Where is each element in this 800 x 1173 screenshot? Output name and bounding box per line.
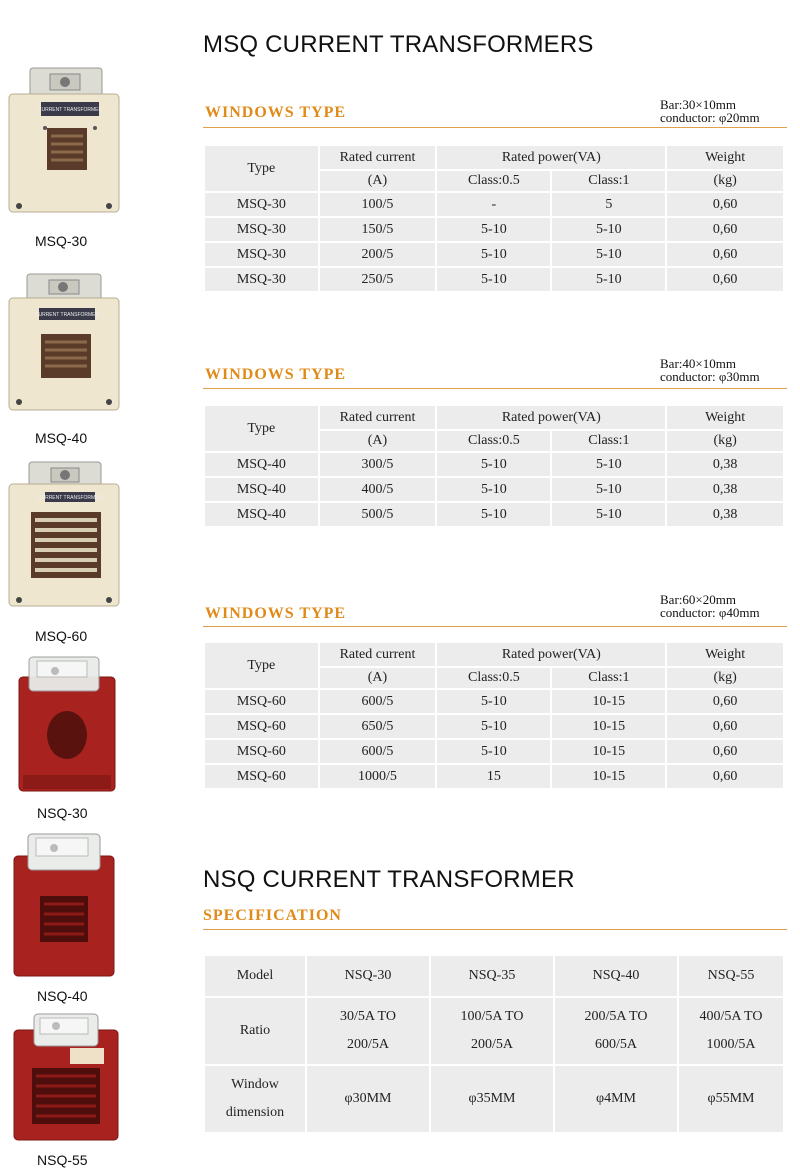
header-weight-unit: (kg) (666, 430, 784, 452)
model-cell: NSQ-40 (554, 955, 678, 997)
ratio-line-2: 600/5A (595, 1037, 637, 1052)
cell-weight: 0,60 (666, 714, 784, 739)
header-rated-current: Rated current (319, 145, 437, 170)
nsq-55-image (10, 1012, 122, 1144)
cell-class-0-5: 5-10 (436, 502, 551, 527)
ratio-line-1: 400/5A TO (699, 1009, 763, 1024)
cell-current: 600/5 (319, 739, 437, 764)
msq-30-label: MSQ-30 (35, 233, 88, 249)
page-title: MSQ CURRENT TRANSFORMERS (203, 31, 594, 58)
msq-60-face-text: CURRENT TRANSFORMER (37, 495, 103, 501)
cell-class-1: 5-10 (551, 242, 666, 267)
cell-current: 500/5 (319, 502, 437, 527)
cell-class-1: 10-15 (551, 714, 666, 739)
cell-type: MSQ-60 (204, 689, 319, 714)
table-row (204, 242, 784, 267)
cell-class-0-5: 5-10 (436, 714, 551, 739)
header-class-1: Class:1 (551, 430, 666, 452)
msq-40-face-text: CURRENT TRANSFORMER (34, 312, 100, 318)
section-1-rule (203, 127, 787, 128)
ratio-line-1: 200/5A TO (584, 1009, 648, 1024)
cell-type: MSQ-40 (204, 502, 319, 527)
section-1-note (660, 98, 800, 124)
cell-current: 150/5 (319, 217, 437, 242)
table-row (204, 452, 784, 477)
model-row (204, 955, 784, 997)
header-rated-current: Rated current (319, 405, 437, 430)
cell-type: MSQ-30 (204, 267, 319, 292)
cell-class-0-5: - (436, 192, 551, 217)
cell-type: MSQ-30 (204, 217, 319, 242)
header-class-0-5: Class:0.5 (436, 170, 551, 192)
cell-current: 100/5 (319, 192, 437, 217)
cell-current: 1000/5 (319, 764, 437, 789)
cell-current: 650/5 (319, 714, 437, 739)
table-row (204, 502, 784, 527)
nsq-rule (203, 929, 787, 930)
section-1-title: WINDOWS TYPE (205, 104, 347, 121)
header-rated-current-unit: (A) (319, 170, 437, 192)
cell-weight: 0,38 (666, 477, 784, 502)
cell-class-0-5: 15 (436, 764, 551, 789)
table-row (204, 267, 784, 292)
header-class-1: Class:1 (551, 170, 666, 192)
section-1-bar: Bar:30×10mm (660, 97, 736, 112)
cell-class-1: 5-10 (551, 502, 666, 527)
window-label (204, 1065, 306, 1133)
cell-class-0-5: 5-10 (436, 739, 551, 764)
ratio-label: Ratio (204, 997, 306, 1065)
cell-class-1: 5-10 (551, 452, 666, 477)
nsq-spec-table (203, 954, 785, 1134)
header-weight-unit: (kg) (666, 667, 784, 689)
section-2-title: WINDOWS TYPE (205, 366, 347, 383)
cell-class-0-5: 5-10 (436, 242, 551, 267)
window-row (204, 1065, 784, 1133)
nsq-section-title: SPECIFICATION (203, 907, 342, 924)
cell-class-1: 5-10 (551, 477, 666, 502)
cell-class-1: 10-15 (551, 739, 666, 764)
cell-class-0-5: 5-10 (436, 267, 551, 292)
cell-class-0-5: 5-10 (436, 477, 551, 502)
ratio-cell (430, 997, 554, 1065)
section-3-rule (203, 626, 787, 627)
cell-weight: 0,60 (666, 217, 784, 242)
header-rated-power: Rated power(VA) (436, 145, 666, 170)
cell-class-0-5: 5-10 (436, 452, 551, 477)
nsq-40-image (10, 832, 120, 980)
header-weight-unit: (kg) (666, 170, 784, 192)
header-type: Type (204, 405, 319, 452)
cell-class-0-5: 5-10 (436, 217, 551, 242)
cell-class-1: 5 (551, 192, 666, 217)
header-weight: Weight (666, 405, 784, 430)
msq-30-table (203, 144, 785, 293)
nsq-55-label: NSQ-55 (37, 1152, 88, 1168)
cell-weight: 0,60 (666, 739, 784, 764)
cell-type: MSQ-30 (204, 242, 319, 267)
header-rated-current-unit: (A) (319, 430, 437, 452)
ratio-line-2: 200/5A (471, 1037, 513, 1052)
cell-class-1: 5-10 (551, 217, 666, 242)
cell-type: MSQ-60 (204, 714, 319, 739)
cell-current: 200/5 (319, 242, 437, 267)
cell-weight: 0,38 (666, 452, 784, 477)
section-3-bar: Bar:60×20mm (660, 592, 736, 607)
nsq-40-label: NSQ-40 (37, 988, 88, 1004)
section-2-note (660, 357, 800, 383)
section-3-title: WINDOWS TYPE (205, 605, 347, 622)
msq-60-image (5, 460, 123, 610)
ratio-row (204, 997, 784, 1065)
cell-class-1: 5-10 (551, 267, 666, 292)
cell-weight: 0,60 (666, 689, 784, 714)
table-row (204, 739, 784, 764)
header-weight: Weight (666, 642, 784, 667)
cell-type: MSQ-30 (204, 192, 319, 217)
section-1-conductor: conductor: φ20mm (660, 110, 760, 125)
section-2-rule (203, 388, 787, 389)
window-cell: φ4MM (554, 1065, 678, 1133)
cell-current: 400/5 (319, 477, 437, 502)
header-rated-current-unit: (A) (319, 667, 437, 689)
table-row (204, 477, 784, 502)
header-class-0-5: Class:0.5 (436, 430, 551, 452)
ratio-line-1: 100/5A TO (460, 1009, 524, 1024)
ratio-cell (306, 997, 430, 1065)
nsq-30-label: NSQ-30 (37, 805, 88, 821)
cell-current: 600/5 (319, 689, 437, 714)
header-weight: Weight (666, 145, 784, 170)
section-3-conductor: conductor: φ40mm (660, 605, 760, 620)
header-rated-current: Rated current (319, 642, 437, 667)
cell-class-0-5: 5-10 (436, 689, 551, 714)
header-rated-power: Rated power(VA) (436, 405, 666, 430)
model-cell: NSQ-30 (306, 955, 430, 997)
msq-40-image (5, 272, 123, 414)
ratio-cell (554, 997, 678, 1065)
ratio-line-2: 1000/5A (706, 1037, 756, 1052)
msq-40-label: MSQ-40 (35, 430, 88, 446)
model-label: Model (204, 955, 306, 997)
ratio-line-2: 200/5A (347, 1037, 389, 1052)
window-cell: φ30MM (306, 1065, 430, 1133)
window-cell: φ55MM (678, 1065, 784, 1133)
cell-weight: 0,38 (666, 502, 784, 527)
header-class-1: Class:1 (551, 667, 666, 689)
table-row (204, 714, 784, 739)
section-2-bar: Bar:40×10mm (660, 356, 736, 371)
cell-class-1: 10-15 (551, 764, 666, 789)
table-row (204, 764, 784, 789)
msq-60-table (203, 641, 785, 790)
cell-weight: 0,60 (666, 242, 784, 267)
cell-type: MSQ-60 (204, 739, 319, 764)
header-rated-power: Rated power(VA) (436, 642, 666, 667)
cell-weight: 0,60 (666, 764, 784, 789)
model-cell: NSQ-35 (430, 955, 554, 997)
table-row (204, 217, 784, 242)
cell-current: 300/5 (319, 452, 437, 477)
table-row (204, 192, 784, 217)
ratio-line-1: 30/5A TO (340, 1009, 396, 1024)
header-type: Type (204, 642, 319, 689)
msq-30-face-text: CURRENT TRANSFORMER (37, 107, 103, 113)
msq-60-label: MSQ-60 (35, 628, 88, 644)
cell-class-1: 10-15 (551, 689, 666, 714)
cell-type: MSQ-40 (204, 477, 319, 502)
cell-current: 250/5 (319, 267, 437, 292)
model-cell: NSQ-55 (678, 955, 784, 997)
ratio-cell (678, 997, 784, 1065)
nsq-title: NSQ CURRENT TRANSFORMER (203, 866, 575, 893)
cell-type: MSQ-40 (204, 452, 319, 477)
window-label-line-2: dimension (225, 1105, 285, 1120)
msq-30-image (5, 66, 123, 216)
nsq-30-image (15, 655, 120, 795)
window-label-line-1: Window (231, 1077, 279, 1092)
section-2-conductor: conductor: φ30mm (660, 369, 760, 384)
window-cell: φ35MM (430, 1065, 554, 1133)
cell-weight: 0,60 (666, 267, 784, 292)
header-class-0-5: Class:0.5 (436, 667, 551, 689)
header-type: Type (204, 145, 319, 192)
msq-40-table (203, 404, 785, 528)
section-3-note (660, 593, 800, 619)
cell-weight: 0,60 (666, 192, 784, 217)
cell-type: MSQ-60 (204, 764, 319, 789)
table-row (204, 689, 784, 714)
